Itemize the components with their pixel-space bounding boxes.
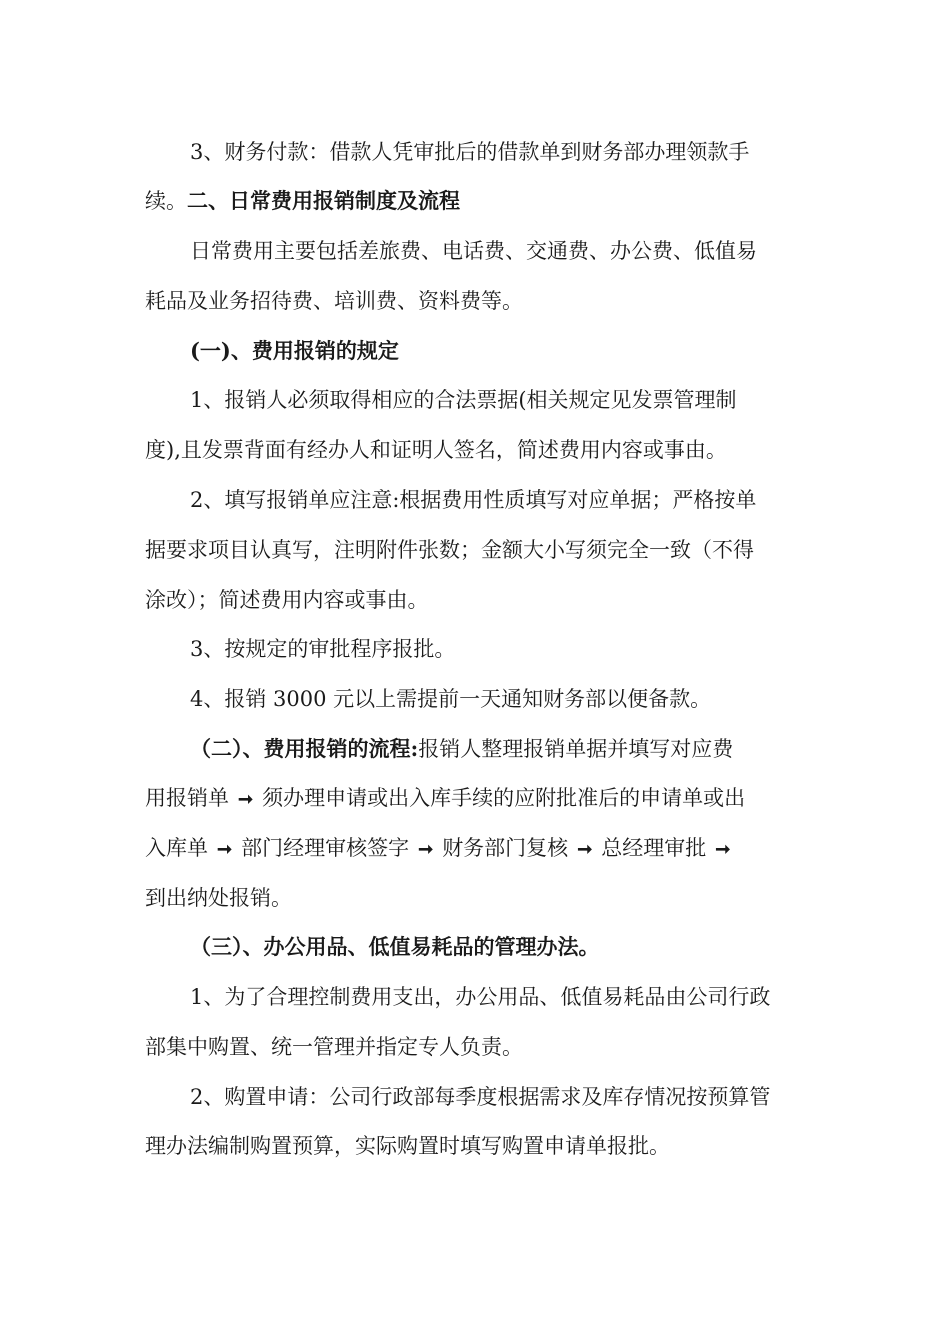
paragraph-line: 理办法编制购置预算，实际购置时填写购置申请单报批。 [145, 1134, 670, 1158]
paragraph-line: 日常费用主要包括差旅费、电话费、交通费、办公费、低值易 [190, 239, 757, 263]
paragraph-line: 3、财务付款：借款人凭审批后的借款单到财务部办理领款手 [190, 140, 750, 164]
flow-step: 须办理申请或出入库手续的应附批准后的申请单或出 [262, 786, 746, 810]
flow-step: 用报销单 [145, 786, 229, 810]
paragraph-line: 耗品及业务招待费、培训费、资料费等。 [145, 289, 523, 313]
arrow-right-icon: ➞ [418, 839, 434, 860]
paragraph-line: 据要求项目认真写，注明附件张数；金额大小写须完全一致（不得 [145, 538, 754, 562]
paragraph-line: 2、购置申请：公司行政部每季度根据需求及库存情况按预算管 [190, 1085, 771, 1109]
paragraph-line: 部集中购置、统一管理并指定专人负责。 [145, 1035, 523, 1059]
subsection-heading: （三）、办公用品、低值易耗品的管理办法。 [190, 934, 600, 959]
paragraph-line: 2、填写报销单应注意:根据费用性质填写对应单据；严格按单 [190, 488, 757, 512]
arrow-right-icon: ➞ [238, 789, 254, 810]
paragraph-line: 1、报销人必须取得相应的合法票据(相关规定见发票管理制 [190, 388, 737, 412]
paragraph-line [145, 187, 810, 215]
flow-step: 入库单 [145, 836, 208, 860]
flow-step: 财务部门复核 [442, 836, 569, 860]
paragraph-line: 4、报销 3000 元以上需提前一天通知财务部以便备款。 [190, 687, 712, 711]
subsection-heading: （二）、费用报销的流程: [190, 736, 419, 761]
arrow-right-icon: ➞ [577, 839, 593, 860]
paragraph-line: 3、按规定的审批程序报批。 [190, 637, 456, 661]
subsection-heading: (一)、费用报销的规定 [190, 338, 399, 363]
paragraph-line: 1、为了合理控制费用支出，办公用品、低值易耗品由公司行政 [190, 985, 771, 1009]
paragraph-line [190, 735, 810, 763]
arrow-right-icon: ➞ [715, 839, 731, 860]
paragraph-line [145, 784, 810, 812]
paragraph-line [145, 834, 810, 862]
text-span: 续。 [145, 189, 187, 213]
flow-step: 部门经理审核签字 [241, 836, 410, 860]
text-span: 报销人整理报销单据并填写对应费 [418, 737, 734, 761]
paragraph-line: 到出纳处报销。 [145, 886, 292, 910]
paragraph-line: 涂改）；简述费用内容或事由。 [145, 588, 429, 612]
arrow-right-icon: ➞ [217, 839, 233, 860]
flow-step: 总经理审批 [601, 836, 707, 860]
paragraph-line: 度),且发票背面有经办人和证明人签名，简述费用内容或事由。 [145, 438, 727, 462]
section-heading: 二、日常费用报销制度及流程 [187, 188, 460, 213]
